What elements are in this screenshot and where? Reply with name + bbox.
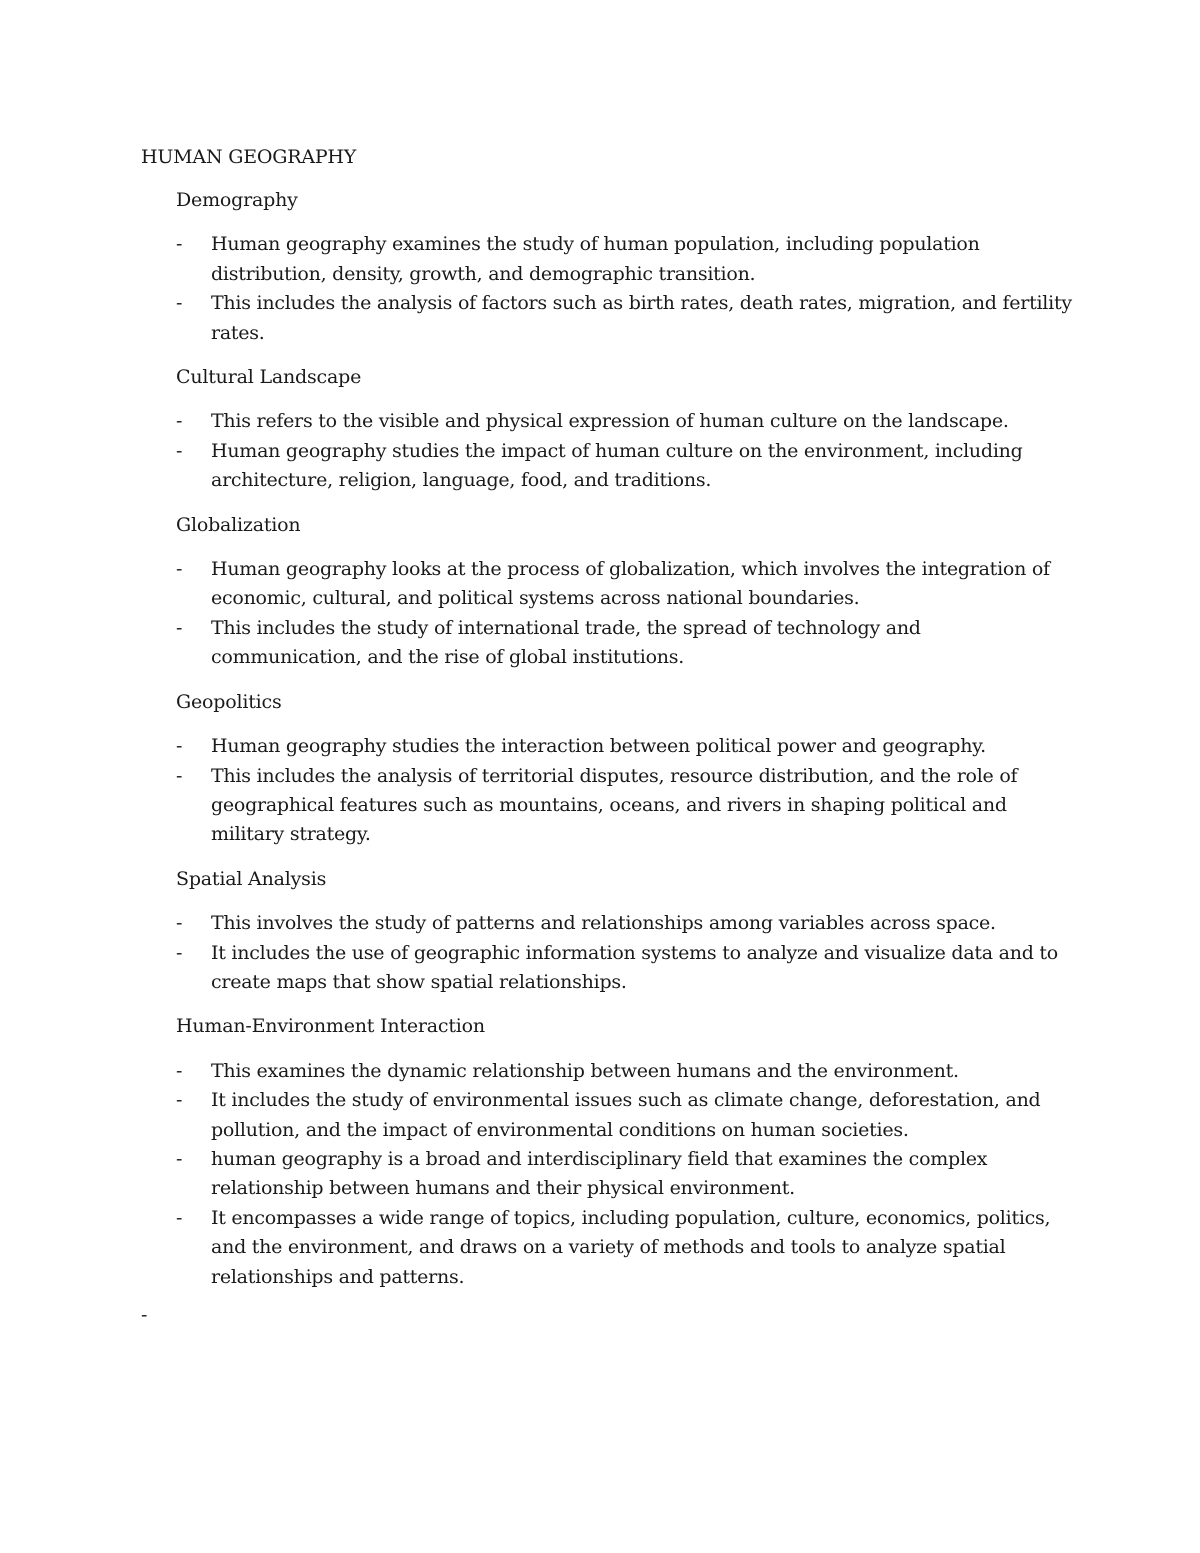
bullet-marker: - <box>176 616 183 639</box>
section-heading: Human-Environment Interaction <box>176 1015 485 1038</box>
bullet-marker: - <box>176 439 183 462</box>
section <box>176 1012 1076 1292</box>
section-heading: Demography <box>176 189 298 211</box>
bullet-text: It includes the study of environmental issues such as climate change, deforestation, and pollution, and the impact of environmental conditions on human societies. <box>211 1089 1041 1141</box>
bullet-item <box>176 437 1076 496</box>
bullet-item <box>176 1204 1076 1292</box>
bullet-marker: - <box>176 233 183 256</box>
bullet-marker: - <box>176 735 183 758</box>
bullet-item <box>176 732 1076 761</box>
bullet-marker: - <box>176 912 183 935</box>
bullet-item <box>176 1057 1076 1086</box>
bullet-list <box>176 230 1076 348</box>
bullet-item <box>176 909 1076 938</box>
section-heading: Geopolitics <box>176 690 282 713</box>
bullet-item <box>176 555 1076 614</box>
bullet-item <box>176 614 1076 673</box>
section <box>176 688 1076 850</box>
bullet-text: This involves the study of patterns and relationships among variables across space. <box>211 912 996 935</box>
bullet-marker: - <box>176 1089 183 1112</box>
bullet-list <box>176 732 1076 850</box>
bullet-text: Human geography studies the interaction between political power and geography. <box>211 735 986 758</box>
bullet-item <box>176 230 1076 289</box>
bullet-item <box>176 762 1076 850</box>
section <box>176 363 1076 496</box>
section <box>176 511 1076 673</box>
bullet-text: It encompasses a wide range of topics, including population, culture, economics, politics, and the environment, and draws on a variety of methods and tools to analyze spatial relationships and patterns. <box>211 1206 1051 1288</box>
bullet-marker: - <box>176 764 183 787</box>
section <box>176 865 1076 998</box>
section-heading: Globalization <box>176 513 301 536</box>
bullet-text: Human geography looks at the process of globalization, which involves the integration of economic, cultural, and political systems across national boundaries. <box>211 558 1050 610</box>
bullet-marker: - <box>176 1059 183 1082</box>
bullet-text: This includes the analysis of factors such as birth rates, death rates, migration, and fertility rates. <box>211 292 1072 344</box>
bullet-item <box>176 1086 1076 1145</box>
bullet-list <box>176 407 1076 495</box>
bullet-list <box>176 555 1076 673</box>
bullet-item <box>176 407 1076 436</box>
bullet-text: This examines the dynamic relationship between humans and the environment. <box>211 1059 959 1082</box>
bullet-marker: - <box>176 558 183 581</box>
bullet-marker: - <box>176 941 183 964</box>
bullet-marker: - <box>176 1206 183 1229</box>
bullet-text: human geography is a broad and interdisciplinary field that examines the complex relationship between humans and their physical environment. <box>211 1147 988 1200</box>
section-heading: Spatial Analysis <box>176 867 327 890</box>
bullet-item <box>176 939 1076 998</box>
document-body <box>176 186 1076 1307</box>
bullet-marker: - <box>176 410 183 433</box>
bullet-list <box>176 1057 1076 1292</box>
bullet-text: Human geography studies the impact of human culture on the environment, including architecture, religion, language, food, and traditions. <box>211 439 1023 492</box>
bullet-marker: - <box>176 1147 183 1170</box>
bullet-item <box>176 1145 1076 1204</box>
trailing-bullet-marker: - <box>141 1304 148 1326</box>
bullet-text: This includes the study of international trade, the spread of technology and communication, and the rise of global institutions. <box>211 616 921 669</box>
bullet-list <box>176 909 1076 997</box>
section-heading: Cultural Landscape <box>176 366 362 389</box>
bullet-item <box>176 289 1076 348</box>
section <box>176 186 1076 348</box>
bullet-text: This includes the analysis of territorial disputes, resource distribution, and the role of geographical features such as mountains, oceans, and rivers in shaping political and military strategy. <box>211 764 1018 846</box>
bullet-text: This refers to the visible and physical expression of human culture on the landscape. <box>211 410 1009 433</box>
bullet-text: It includes the use of geographic information systems to analyze and visualize data and to create maps that show spatial relationships. <box>211 941 1059 993</box>
bullet-marker: - <box>176 292 183 315</box>
document-title: HUMAN GEOGRAPHY <box>141 146 357 168</box>
bullet-text: Human geography examines the study of human population, including population distribution, density, growth, and demographic transition. <box>211 233 980 285</box>
